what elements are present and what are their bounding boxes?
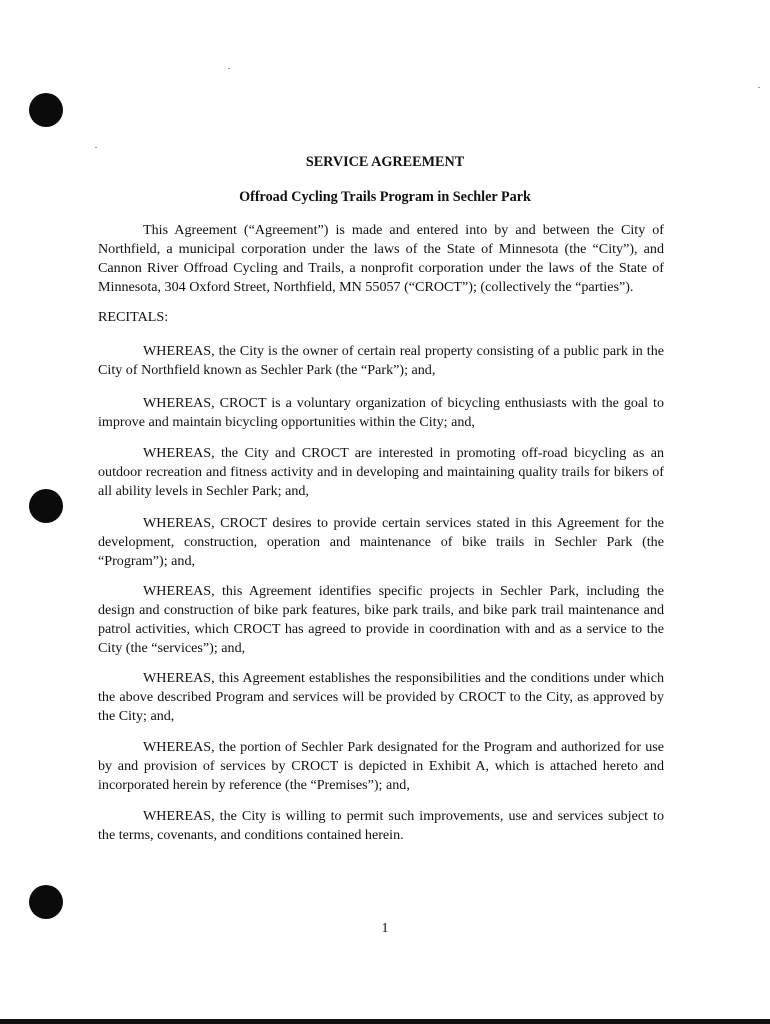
recital-paragraph: WHEREAS, this Agreement establishes the responsibilities and the conditions under which the above described Program and services will be provided by CROCT to the City, as approved by the City; and, — [98, 670, 664, 724]
scan-speck — [228, 68, 230, 69]
document-title: SERVICE AGREEMENT — [305, 154, 465, 170]
recital-paragraph: WHEREAS, the City is the owner of certain real property consisting of a public park in the City of Northfield known as Sechler Park (the “Park”); and, — [98, 343, 664, 378]
scan-speck — [758, 87, 760, 88]
page-number: 1 — [381, 921, 389, 936]
recital-paragraph: WHEREAS, this Agreement identifies specific projects in Sechler Park, including the design and construction of bike park features, bike park trails, and bike park trail maintenance and patrol activities, which CROCT has agreed to provide in coordination with and as a service to the City (the “services”); and, — [98, 583, 664, 656]
recital-paragraph: WHEREAS, CROCT desires to provide certain services stated in this Agreement for the development, construction, operation and maintenance of bike trails in Sechler Park (the “Program”); and, — [98, 515, 664, 569]
punch-hole-bottom — [29, 885, 63, 919]
punch-hole-top — [29, 93, 63, 127]
document-subtitle: Offroad Cycling Trails Program in Sechler Park — [239, 189, 531, 205]
intro-paragraph: This Agreement (“Agreement”) is made and entered into by and between the City of Northfield, a municipal corporation under the laws of the State of Minnesota (the “City”), and Cannon River Offroad Cycling and Trails, a nonprofit corporation under the laws of the State of Minnesota, 304 Oxford Street, Northfield, MN 55057 (“CROCT”); (collectively the “parties”). — [98, 222, 664, 295]
scan-bottom-edge — [0, 1019, 770, 1024]
recital-paragraph: WHEREAS, the City is willing to permit such improvements, use and services subject to the terms, covenants, and conditions contained herein. — [98, 808, 664, 843]
recitals-heading: RECITALS: — [98, 309, 169, 325]
recital-paragraph: WHEREAS, the City and CROCT are interested in promoting off-road bicycling as an outdoor recreation and fitness activity and in developing and maintaining quality trails for bikers of all ability levels in Sechler Park; and, — [98, 445, 664, 499]
scan-speck — [95, 147, 97, 148]
recital-paragraph: WHEREAS, CROCT is a voluntary organization of bicycling enthusiasts with the goal to improve and maintain bicycling opportunities within the City; and, — [98, 395, 664, 430]
recital-paragraph: WHEREAS, the portion of Sechler Park designated for the Program and authorized for use by and provision of services by CROCT is depicted in Exhibit A, which is attached hereto and incorporated herein by reference (the “Premises”); and, — [98, 739, 664, 793]
punch-hole-middle — [29, 489, 63, 523]
